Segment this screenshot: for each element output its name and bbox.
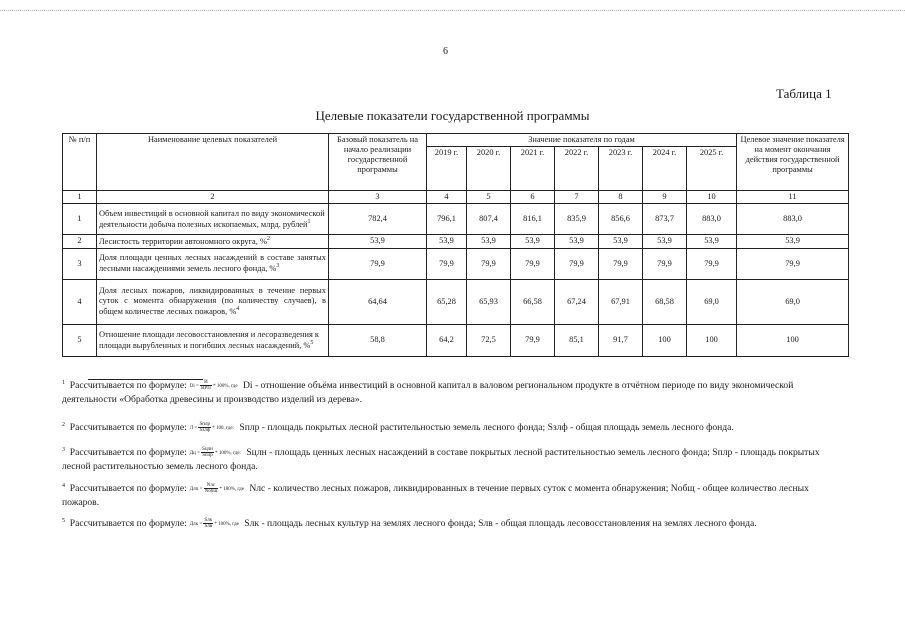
year-value: 53,9 bbox=[555, 234, 599, 248]
table-row bbox=[63, 279, 849, 324]
indicator-name bbox=[97, 279, 329, 324]
target-value: 53,9 bbox=[737, 234, 849, 248]
footnote-ref: 1 bbox=[307, 218, 311, 225]
formula-numerator: И bbox=[200, 380, 212, 387]
formula-numerator: Nлс bbox=[204, 483, 219, 490]
table-body bbox=[63, 203, 849, 356]
year-value: 79,9 bbox=[511, 248, 555, 279]
table-label: Таблица 1 bbox=[776, 86, 832, 101]
table-row bbox=[63, 324, 849, 356]
footnote-text: Sплр - площадь покрытых лесной растительностью земель лесного фонда; Sзлф - общая площадь земель лесного фонда. bbox=[239, 422, 734, 434]
formula-tail: * 100%, где bbox=[213, 384, 238, 390]
indicator-name-text: Доля лесных пожаров, ликвидированных в течение первых суток с момента обнаружения (по количеству случаев), в общем количестве лесных пожаров, % bbox=[99, 286, 326, 316]
formula bbox=[190, 518, 239, 530]
column-number: 9 bbox=[643, 191, 687, 204]
year-value: 79,9 bbox=[687, 248, 737, 279]
year-value: 85,1 bbox=[555, 324, 599, 356]
header-name: Наименование целевых показателей bbox=[97, 134, 329, 191]
year-value: 66,58 bbox=[511, 279, 555, 324]
footnote-mark: 3 bbox=[62, 447, 65, 453]
footnote-mark: 4 bbox=[62, 483, 65, 489]
footnote-lead: Рассчитывается по формуле: bbox=[69, 518, 187, 530]
base-value: 64,64 bbox=[329, 279, 427, 324]
year-value: 53,9 bbox=[511, 234, 555, 248]
year-value: 72,5 bbox=[467, 324, 511, 356]
formula-left: Длп = bbox=[189, 487, 203, 493]
year-value: 100 bbox=[687, 324, 737, 356]
column-number: 1 bbox=[63, 191, 97, 204]
column-number: 10 bbox=[687, 191, 737, 204]
column-number: 6 bbox=[511, 191, 555, 204]
year-value: 79,9 bbox=[467, 248, 511, 279]
footnote-text: Nлс - количество лесных пожаров, ликвидированных в течение первых суток с момента обнаружения; Nобщ - общее количество лесных пожаров. bbox=[62, 483, 809, 509]
year-value: 79,9 bbox=[427, 248, 467, 279]
year-value: 873,7 bbox=[643, 203, 687, 234]
formula bbox=[190, 483, 244, 495]
year-value: 53,9 bbox=[467, 234, 511, 248]
header-year: 2019 г. bbox=[427, 147, 467, 191]
table-row bbox=[63, 203, 849, 234]
year-value: 79,9 bbox=[511, 324, 555, 356]
footnote bbox=[62, 517, 848, 531]
column-number: 4 bbox=[427, 191, 467, 204]
row-number: 1 bbox=[63, 203, 97, 234]
footnote-mark: 5 bbox=[62, 518, 65, 524]
year-value: 65,28 bbox=[427, 279, 467, 324]
formula-left: Длк = bbox=[189, 522, 203, 528]
formula-tail: * 100%, где bbox=[219, 487, 244, 493]
page-number: 6 bbox=[443, 46, 448, 57]
footnote-lead: Рассчитывается по формуле: bbox=[69, 380, 187, 392]
target-value: 100 bbox=[737, 324, 849, 356]
indicator-name bbox=[97, 234, 329, 248]
footnote-ref: 3 bbox=[276, 263, 280, 270]
year-value: 807,4 bbox=[467, 203, 511, 234]
formula bbox=[190, 447, 241, 459]
year-value: 79,9 bbox=[555, 248, 599, 279]
year-value: 69,0 bbox=[687, 279, 737, 324]
indicator-name-text: Доля площади ценных лесных насаждений в составе занятых лесными насаждениями земель лесного фонда, % bbox=[99, 253, 326, 273]
footnote bbox=[62, 482, 848, 510]
header-year: 2021 г. bbox=[511, 147, 555, 191]
footnote-mark: 2 bbox=[62, 422, 65, 428]
year-value: 856,6 bbox=[599, 203, 643, 234]
footnote-ref: 2 bbox=[266, 235, 270, 242]
year-value: 67,91 bbox=[599, 279, 643, 324]
year-value: 67,24 bbox=[555, 279, 599, 324]
footnote bbox=[62, 421, 848, 435]
formula-left: Дц = bbox=[189, 451, 200, 457]
header-num: № п/п bbox=[63, 134, 97, 191]
year-value: 64,2 bbox=[427, 324, 467, 356]
indicator-name-text: Отношение площади лесовосстановления и лесоразведения к площади вырубленных и погибших лесных насаждений, % bbox=[99, 329, 319, 350]
year-value: 883,0 bbox=[687, 203, 737, 234]
formula-denominator: Sплр bbox=[202, 453, 213, 459]
footnote bbox=[62, 379, 848, 407]
year-value: 796,1 bbox=[427, 203, 467, 234]
formula-left: Dі = bbox=[189, 384, 199, 390]
year-value: 79,9 bbox=[599, 248, 643, 279]
year-value: 53,9 bbox=[643, 234, 687, 248]
formula-left: Л = bbox=[189, 426, 198, 432]
formula-denominator: Nобщ bbox=[204, 489, 218, 495]
formula-numerator: Sплр bbox=[199, 421, 210, 427]
footnote-text: Di - отношение объёма инвестиций в основной капитал в валовом региональном продукте в отчётном периоде по виду экономической деятельности «Обработка древесины и производство изделий из дерева». bbox=[62, 380, 794, 406]
header-year: 2023 г. bbox=[599, 147, 643, 191]
header-base: Базовый показатель на начало реализации государственной программы bbox=[329, 134, 427, 191]
column-number: 2 bbox=[97, 191, 329, 204]
target-value: 79,9 bbox=[737, 248, 849, 279]
footnote-lead: Рассчитывается по формуле: bbox=[69, 422, 187, 434]
formula-tail: * 100%, где bbox=[214, 522, 239, 528]
table-row bbox=[63, 234, 849, 248]
footnote-lead: Рассчитывается по формуле: bbox=[69, 447, 187, 459]
formula-tail: * 100, где: bbox=[212, 426, 234, 432]
year-value: 68,58 bbox=[643, 279, 687, 324]
footnote-lead: Рассчитывается по формуле: bbox=[69, 483, 187, 495]
indicator-name-text: Лесистость территории автономного округа, % bbox=[99, 236, 267, 246]
year-value: 100 bbox=[643, 324, 687, 356]
footnote-text: Sлк - площадь лесных культур на землях лесного фонда; Sлв - общая площадь лесовосстановления на землях лесного фонда. bbox=[244, 518, 757, 530]
indicator-name bbox=[97, 203, 329, 234]
base-value: 58,8 bbox=[329, 324, 427, 356]
year-value: 53,9 bbox=[599, 234, 643, 248]
table-row bbox=[63, 248, 849, 279]
formula-numerator: Sцлн bbox=[202, 446, 213, 452]
year-value: 816,1 bbox=[511, 203, 555, 234]
year-value: 835,9 bbox=[555, 203, 599, 234]
header-target: Целевое значение показателя на момент окончания действия государственной программы bbox=[737, 134, 849, 191]
row-number: 3 bbox=[63, 248, 97, 279]
header-year: 2022 г. bbox=[555, 147, 599, 191]
year-value: 65,93 bbox=[467, 279, 511, 324]
formula bbox=[190, 380, 238, 392]
column-number: 3 bbox=[329, 191, 427, 204]
indicator-name bbox=[97, 324, 329, 356]
formula-numerator: Sлк bbox=[204, 517, 213, 523]
column-number: 7 bbox=[555, 191, 599, 204]
year-value: 91,7 bbox=[599, 324, 643, 356]
column-number: 8 bbox=[599, 191, 643, 204]
header-years-group: Значение показателя по годам bbox=[427, 134, 737, 147]
header-year: 2025 г. bbox=[687, 147, 737, 191]
row-number: 4 bbox=[63, 279, 97, 324]
formula bbox=[190, 422, 234, 434]
formula-denominator: Sлв bbox=[204, 524, 213, 530]
footnote bbox=[62, 446, 848, 474]
targets-table bbox=[62, 133, 849, 357]
indicator-name-text: Объем инвестиций в основной капитал по виду экономической деятельности добыча полезных ископаемых, млрд. рублей bbox=[99, 208, 325, 229]
base-value: 79,9 bbox=[329, 248, 427, 279]
footnote-text: Sцлн - площадь ценных лесных насаждений в составе покрытых лесной растительностью земель лесного фонда; Sплр - площадь покрытых лесной растительностью земель лесного фонда. bbox=[62, 447, 820, 473]
column-numbers-row bbox=[63, 191, 849, 204]
header-year: 2024 г. bbox=[643, 147, 687, 191]
target-value: 69,0 bbox=[737, 279, 849, 324]
base-value: 782,4 bbox=[329, 203, 427, 234]
target-value: 883,0 bbox=[737, 203, 849, 234]
base-value: 53,9 bbox=[329, 234, 427, 248]
formula-denominator: ВРП bbox=[201, 386, 211, 392]
footnote-ref: 5 bbox=[310, 339, 314, 346]
row-number: 2 bbox=[63, 234, 97, 248]
formula-tail: * 100%, где: bbox=[215, 451, 241, 457]
header-year: 2020 г. bbox=[467, 147, 511, 191]
formula-denominator: Sзлф bbox=[199, 428, 210, 434]
scan-artifact-line bbox=[0, 10, 905, 12]
year-value: 79,9 bbox=[643, 248, 687, 279]
page-title: Целевые показатели государственной программы bbox=[315, 108, 590, 123]
footnote-ref: 4 bbox=[236, 306, 240, 313]
indicator-name bbox=[97, 248, 329, 279]
year-value: 53,9 bbox=[427, 234, 467, 248]
column-number: 5 bbox=[467, 191, 511, 204]
footnote-mark: 1 bbox=[62, 380, 65, 386]
year-value: 53,9 bbox=[687, 234, 737, 248]
column-number: 11 bbox=[737, 191, 849, 204]
row-number: 5 bbox=[63, 324, 97, 356]
